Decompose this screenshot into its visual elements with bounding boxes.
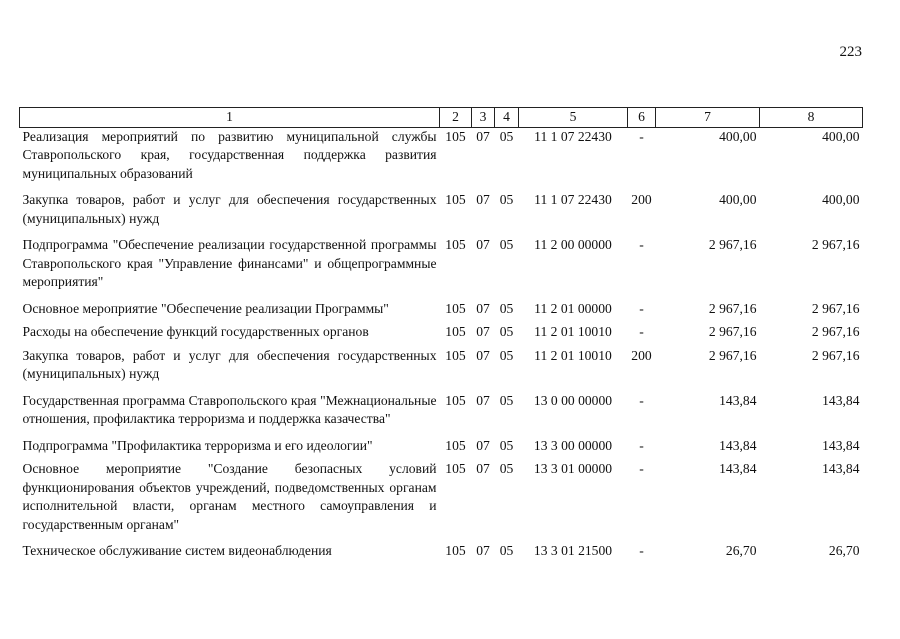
code-expense-type: - [639,300,644,316]
column-header: 7 [656,108,760,128]
column-header: 2 [440,108,472,128]
code-expense-type: - [639,543,644,558]
table-row [20,323,863,347]
code-section: 07 [476,347,490,363]
code-subsection: 05 [499,192,514,207]
code-target: 11 2 01 00000 [534,300,612,316]
table-row [20,127,863,191]
code-expense-type: 200 [631,192,652,207]
code-section: 07 [476,300,490,316]
code-subsection: 05 [499,128,514,144]
amount-col8: 143,84 [822,437,860,453]
code-ministry: 105 [445,128,466,144]
amount-col8: 2 967,16 [811,324,860,339]
code-section: 07 [476,543,490,558]
code-expense-type: - [639,128,644,144]
column-header: 8 [760,108,863,128]
code-target: 13 0 00 00000 [533,392,613,408]
code-ministry: 105 [445,237,466,252]
amount-col7: 2 967,16 [708,347,757,363]
code-target: 13 3 00 00000 [533,437,613,453]
code-subsection: 05 [499,461,514,476]
code-ministry: 105 [445,392,466,408]
code-section: 07 [476,392,490,408]
table-row [20,191,863,236]
item-name: Государственная программа Ставропольского края "Межнациональные отношения, профилактика терроризма и поддержка казачества" [22,392,437,426]
amount-col7: 143,84 [719,392,757,408]
column-header: 1 [20,108,440,128]
code-ministry: 105 [445,192,466,207]
column-header: 4 [495,108,519,128]
item-name: Основное мероприятие "Создание безопасных условий функционирования объектов учреждений, подведомственных органам исполнительной власти, органам местного самоуправления и государственным органам" [22,461,437,532]
code-subsection: 05 [499,300,514,316]
amount-col7: 2 967,16 [708,324,757,339]
code-target: 11 1 07 22430 [534,192,612,207]
code-section: 07 [476,461,490,476]
code-expense-type: - [639,237,644,252]
code-target: 13 3 01 21500 [533,543,613,558]
table-row [20,460,863,542]
amount-col7: 143,84 [719,437,757,453]
code-section: 07 [476,128,490,144]
code-ministry: 105 [445,543,466,558]
code-ministry: 105 [445,300,466,316]
code-ministry: 105 [445,437,466,453]
amount-col8: 143,84 [822,461,860,476]
column-header: 6 [628,108,656,128]
amount-col8: 400,00 [822,192,860,207]
code-ministry: 105 [445,461,466,476]
code-section: 07 [476,237,490,252]
code-expense-type: - [639,437,644,453]
code-subsection: 05 [499,324,514,339]
code-section: 07 [476,192,490,207]
table-header-row [20,108,863,128]
code-target: 13 3 01 00000 [533,461,613,476]
amount-col7: 143,84 [719,461,757,476]
code-subsection: 05 [499,347,514,363]
amount-col7: 2 967,16 [708,300,757,316]
table-row [20,437,863,461]
code-subsection: 05 [499,237,514,252]
item-name: Основное мероприятие "Обеспечение реализации Программы" [22,300,389,316]
code-expense-type: 200 [631,347,652,363]
code-ministry: 105 [445,347,466,363]
amount-col8: 26,70 [828,543,860,558]
table-row [20,347,863,392]
item-name: Подпрограмма "Обеспечение реализации государственной программы Ставропольского края "Управление финансами" и общепрограммные мероприятия" [22,237,437,289]
table-row [20,300,863,324]
amount-col8: 2 967,16 [811,237,860,252]
code-expense-type: - [639,324,644,339]
table-row [20,392,863,437]
item-name: Подпрограмма "Профилактика терроризма и его идеологии" [22,437,373,453]
amount-col7: 2 967,16 [708,237,757,252]
page-number: 223 [839,44,862,60]
item-name: Закупка товаров, работ и услуг для обеспечения государственных (муниципальных) нужд [22,347,437,381]
amount-col7: 400,00 [719,192,757,207]
amount-col8: 2 967,16 [811,347,860,363]
code-expense-type: - [639,461,644,476]
table-row [20,236,863,300]
amount-col8: 400,00 [822,128,860,144]
code-section: 07 [476,437,490,453]
amount-col7: 400,00 [719,128,757,144]
amount-col8: 143,84 [822,392,860,408]
item-name: Закупка товаров, работ и услуг для обеспечения государственных (муниципальных) нужд [22,192,437,226]
item-name: Реализация мероприятий по развитию муниципальной службы Ставропольского края, государственная поддержка развития муниципальных образований [22,128,437,181]
table-row [20,542,863,569]
budget-table [19,107,863,569]
code-target: 11 1 07 22430 [534,128,612,144]
code-section: 07 [476,324,490,339]
code-subsection: 05 [499,392,514,408]
code-subsection: 05 [499,437,514,453]
code-target: 11 2 01 10010 [534,324,612,339]
item-name: Расходы на обеспечение функций государственных органов [22,324,369,339]
code-subsection: 05 [499,543,514,558]
amount-col7: 26,70 [725,543,757,558]
code-target: 11 2 00 00000 [534,237,612,252]
code-target: 11 2 01 10010 [534,347,612,363]
column-header: 3 [472,108,495,128]
code-expense-type: - [639,392,644,408]
code-ministry: 105 [445,324,466,339]
item-name: Техническое обслуживание систем видеонаблюдения [22,543,332,558]
amount-col8: 2 967,16 [811,300,860,316]
column-header: 5 [519,108,628,128]
